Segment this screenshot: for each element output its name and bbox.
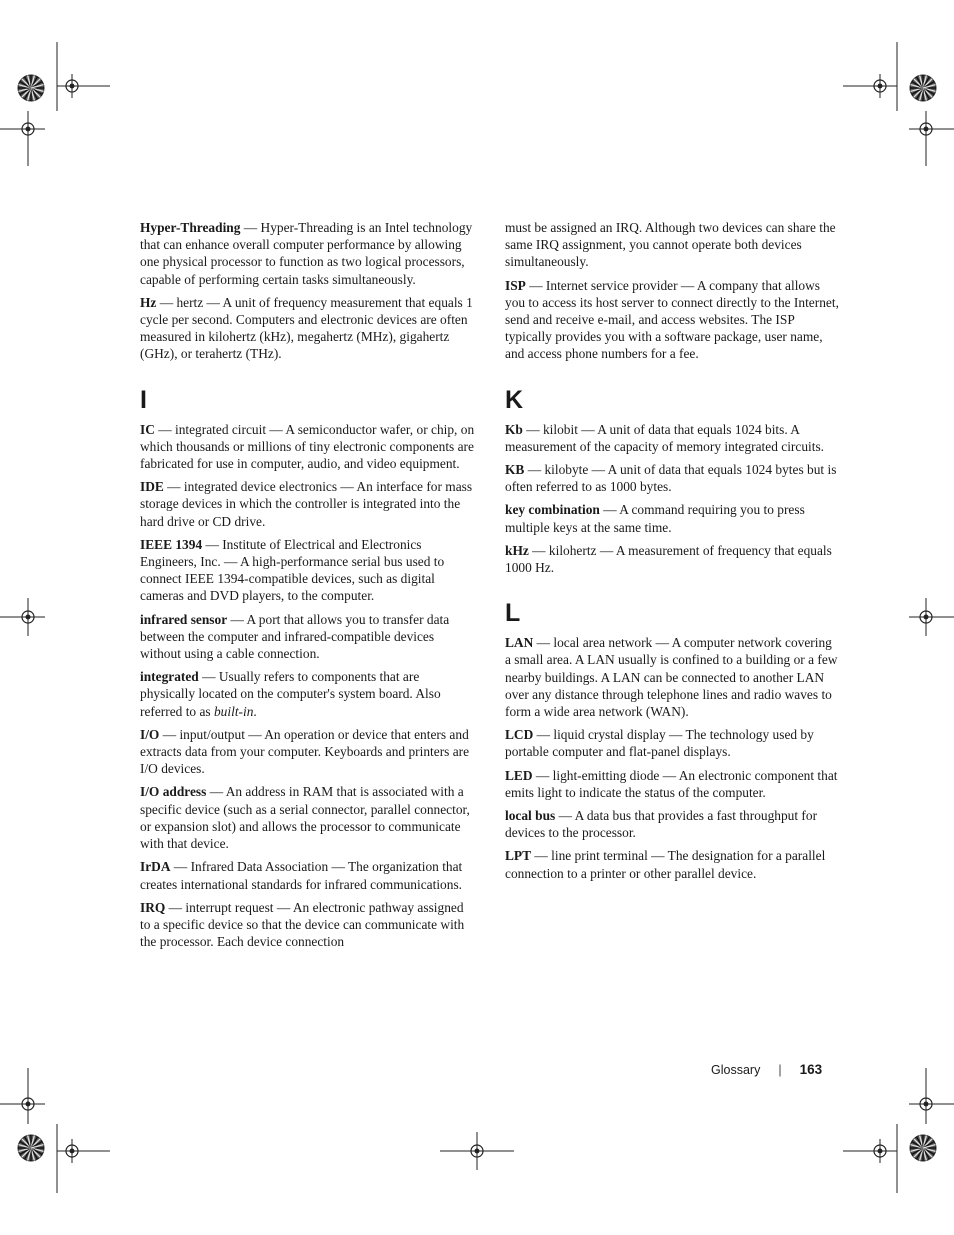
term: KB bbox=[505, 462, 525, 478]
glossary-entry-irq bbox=[140, 899, 476, 951]
registration-crosshair-icon bbox=[16, 1092, 40, 1116]
definition: — kilohertz — A measurement of frequency that equals 1000 Hz. bbox=[505, 542, 832, 576]
glossary-entry-integrated bbox=[140, 668, 476, 720]
page-number: 163 bbox=[799, 1062, 823, 1077]
definition: — light-emitting diode — An electronic component that emits light to indicate the status of the computer. bbox=[505, 767, 838, 800]
starburst-target-icon bbox=[18, 75, 44, 101]
registration-crosshair-icon bbox=[868, 74, 892, 98]
section-heading-l: L bbox=[505, 599, 521, 628]
registration-crosshair-icon bbox=[60, 1139, 84, 1163]
footer-separator: | bbox=[778, 1062, 782, 1077]
definition: — local area network — A computer network covering a small area. A LAN usually is confined to a building or a few nearby buildings. A LAN can be connected to another LAN over any distance through telephone lines and radio waves to form a wide area network (WAN). bbox=[505, 635, 838, 720]
starburst-target-icon bbox=[910, 1135, 936, 1161]
term: LCD bbox=[505, 727, 534, 743]
glossary-entry-khz bbox=[505, 542, 841, 576]
term: Hz bbox=[140, 294, 157, 310]
section-heading-i: I bbox=[140, 385, 147, 414]
definition: — Hyper-Threading is an Intel technology that can enhance overall computer performance by allowing one physical processor to function as two logical processors, capable of performing certain tasks simultaneously. bbox=[140, 220, 473, 287]
glossary-entry-infrared-sensor bbox=[140, 611, 476, 663]
term: ISP bbox=[505, 277, 526, 293]
definition: — hertz — A unit of frequency measurement that equals 1 cycle per second. Computers and electronic devices are often measured in kilohertz (kHz), megahertz (MHz), gigahertz (GHz), or terahertz (THz). bbox=[140, 294, 473, 362]
glossary-entry-hz bbox=[140, 294, 476, 363]
right-column bbox=[505, 219, 841, 888]
definition: — kilobyte — A unit of data that equals 1024 bytes but is often referred to as 1000 bytes. bbox=[505, 462, 837, 495]
section-heading-k: K bbox=[505, 385, 524, 414]
glossary-entry-kb-kilobit bbox=[505, 421, 841, 455]
italic-term: built-in bbox=[213, 703, 254, 719]
glossary-entry-io-address bbox=[140, 783, 476, 852]
registration-crosshair-icon bbox=[914, 117, 938, 141]
term: LPT bbox=[505, 848, 532, 864]
glossary-entry-hyper-threading bbox=[140, 219, 476, 288]
definition: — Internet service provider — A company that allows you to access its host server to connect directly to the Internet, send and receive e-mail, and access websites. The ISP typically provides you with a software package, user name, and access phone numbers for a fee. bbox=[505, 277, 839, 362]
term: kHz bbox=[505, 542, 529, 558]
starburst-target-icon bbox=[18, 1135, 44, 1161]
definition-end: . bbox=[253, 703, 257, 719]
definition: — line print terminal — The designation for a parallel connection to a printer or other parallel device. bbox=[505, 848, 826, 881]
term: integrated bbox=[140, 669, 199, 685]
definition: — A port that allows you to transfer data between the computer and infrared-compatible devices without using a cable connection. bbox=[140, 611, 450, 662]
definition: — Institute of Electrical and Electronics Engineers, Inc. — A high-performance serial bus used to connect IEEE 1394-compatible devices, such as digital cameras and DVD players, to the computer. bbox=[140, 536, 445, 604]
term: LAN bbox=[505, 635, 534, 651]
glossary-entry-ic bbox=[140, 421, 476, 473]
footer-section-label: Glossary bbox=[711, 1062, 761, 1077]
definition: — input/output — An operation or device that enters and extracts data from your computer. Keyboards and printers are I/O devices. bbox=[140, 726, 470, 777]
glossary-entry-lcd bbox=[505, 726, 841, 760]
glossary-entry-ide bbox=[140, 478, 476, 530]
term: key combination bbox=[505, 502, 600, 518]
glossary-entry-ieee-1394 bbox=[140, 536, 476, 605]
glossary-entry-local-bus bbox=[505, 807, 841, 841]
registration-crosshair-icon bbox=[914, 1092, 938, 1116]
page-footer bbox=[711, 1062, 822, 1077]
glossary-entry-key-combination bbox=[505, 501, 841, 535]
glossary-entry-isp bbox=[505, 277, 841, 363]
term: infrared sensor bbox=[140, 611, 228, 627]
definition: — liquid crystal display — The technology used by portable computer and flat-panel displays. bbox=[505, 727, 814, 760]
term: IRQ bbox=[140, 899, 166, 915]
term: IrDA bbox=[140, 859, 171, 875]
registration-crosshair-icon bbox=[868, 1139, 892, 1163]
definition: — kilobit — A unit of data that equals 1024 bits. A measurement of the capacity of memory integrated circuits. bbox=[505, 421, 825, 454]
term: I/O address bbox=[140, 784, 207, 800]
starburst-target-icon bbox=[910, 75, 936, 101]
registration-crosshair-icon bbox=[60, 74, 84, 98]
term: I/O bbox=[140, 726, 160, 742]
term: local bus bbox=[505, 808, 556, 824]
glossary-entry-irda bbox=[140, 858, 476, 892]
glossary-entry-kb-kilobyte bbox=[505, 461, 841, 495]
glossary-entry-led bbox=[505, 767, 841, 801]
term: IDE bbox=[140, 479, 164, 495]
glossary-entry-irq-continued: must be assigned an IRQ. Although two devices can share the same IRQ assignment, you cannot operate both devices simultaneously. bbox=[505, 220, 836, 270]
glossary-entry-lan bbox=[505, 634, 841, 720]
definition: — interrupt request — An electronic pathway assigned to a specific device so that the device can communicate with the processor. Each device connection bbox=[140, 899, 465, 950]
definition: — A data bus that provides a fast throughput for devices to the processor. bbox=[505, 808, 818, 841]
glossary-entry-io bbox=[140, 726, 476, 778]
definition: — A command requiring you to press multiple keys at the same time. bbox=[505, 502, 805, 535]
left-column bbox=[140, 219, 476, 956]
definition: — An address in RAM that is associated with a specific device (such as a serial connector, parallel connector, or expansion slot) and allows the processor to communicate with that device. bbox=[140, 784, 470, 852]
glossary-entry-lpt bbox=[505, 847, 841, 881]
definition: — integrated circuit — A semiconductor wafer, or chip, on which thousands or millions of tiny electronic components are fabricated for use in computer, audio, and video equipment. bbox=[140, 421, 475, 472]
term: IEEE 1394 bbox=[140, 536, 203, 552]
definition: — Infrared Data Association — The organization that creates international standards for infrared communications. bbox=[140, 859, 463, 892]
term: Hyper-Threading bbox=[140, 220, 241, 235]
registration-crosshair-icon bbox=[16, 117, 40, 141]
definition: — integrated device electronics — An interface for mass storage devices in which the controller is integrated into the hard drive or CD drive. bbox=[140, 479, 473, 529]
term: LED bbox=[505, 767, 533, 783]
term: IC bbox=[140, 421, 155, 437]
term: Kb bbox=[505, 421, 523, 437]
definition: — Usually refers to components that are physically located on the computer's system board. Also referred to as bbox=[140, 669, 441, 719]
